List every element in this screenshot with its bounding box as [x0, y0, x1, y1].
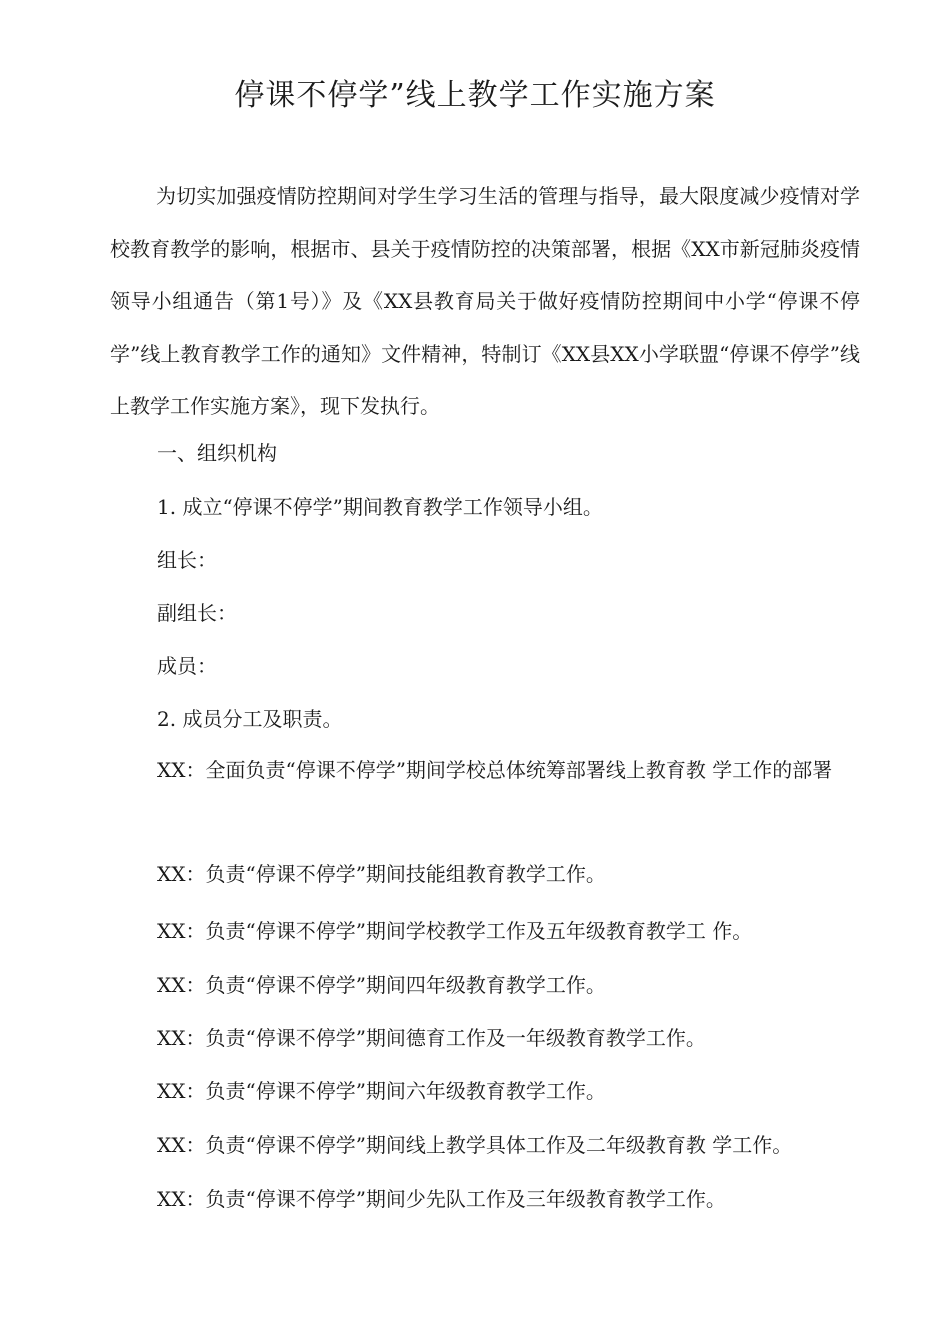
leader-label: 组长：	[157, 548, 217, 572]
duty-item: XX：负责“停课不停学”期间学校教学工作及五年级教育教学工 作。	[157, 919, 753, 943]
duty-item: XX：负责“停课不停学”期间德育工作及一年级教育教学工作。	[157, 1026, 706, 1050]
item-duties-heading: 2. 成员分工及职责。	[157, 707, 343, 731]
duty-item: XX：负责“停课不停学”期间技能组教育教学工作。	[157, 862, 606, 886]
deputy-leader-label: 副组长：	[157, 601, 237, 625]
document-title: 停课不停学”线上教学工作实施方案	[234, 78, 716, 113]
duty-overall: XX：全面负责“停课不停学”期间学校总体统筹部署线上教育教 学工作的部署	[157, 758, 833, 782]
intro-paragraph: 为切实加强疫情防控期间对学生学习生活的管理与指导，最大限度减少疫情对学校教育教学的影响，根据市、县关于疫情防控的决策部署，根据《XX市新冠肺炎疫情领导小组通告（第1号）》及《XX县教育局关于做好疫情防控期间中小学“停课不停学”线上教育教学工作的通知》文件精神，特制订《XX县XX小学联盟“停课不停学”线上教学工作实施方案》，现下发执行。	[110, 184, 860, 418]
duty-item: XX：负责“停课不停学”期间线上教学具体工作及二年级教育教 学工作。	[157, 1133, 793, 1157]
section-heading-organization: 一、组织机构	[157, 441, 277, 465]
item-leading-group: 1. 成立“停课不停学”期间教育教学工作领导小组。	[157, 495, 603, 519]
duty-item: XX：负责“停课不停学”期间六年级教育教学工作。	[157, 1079, 606, 1103]
duty-item: XX：负责“停课不停学”期间少先队工作及三年级教育教学工作。	[157, 1187, 726, 1211]
members-label: 成员：	[157, 654, 217, 678]
duty-item: XX：负责“停课不停学”期间四年级教育教学工作。	[157, 973, 606, 997]
